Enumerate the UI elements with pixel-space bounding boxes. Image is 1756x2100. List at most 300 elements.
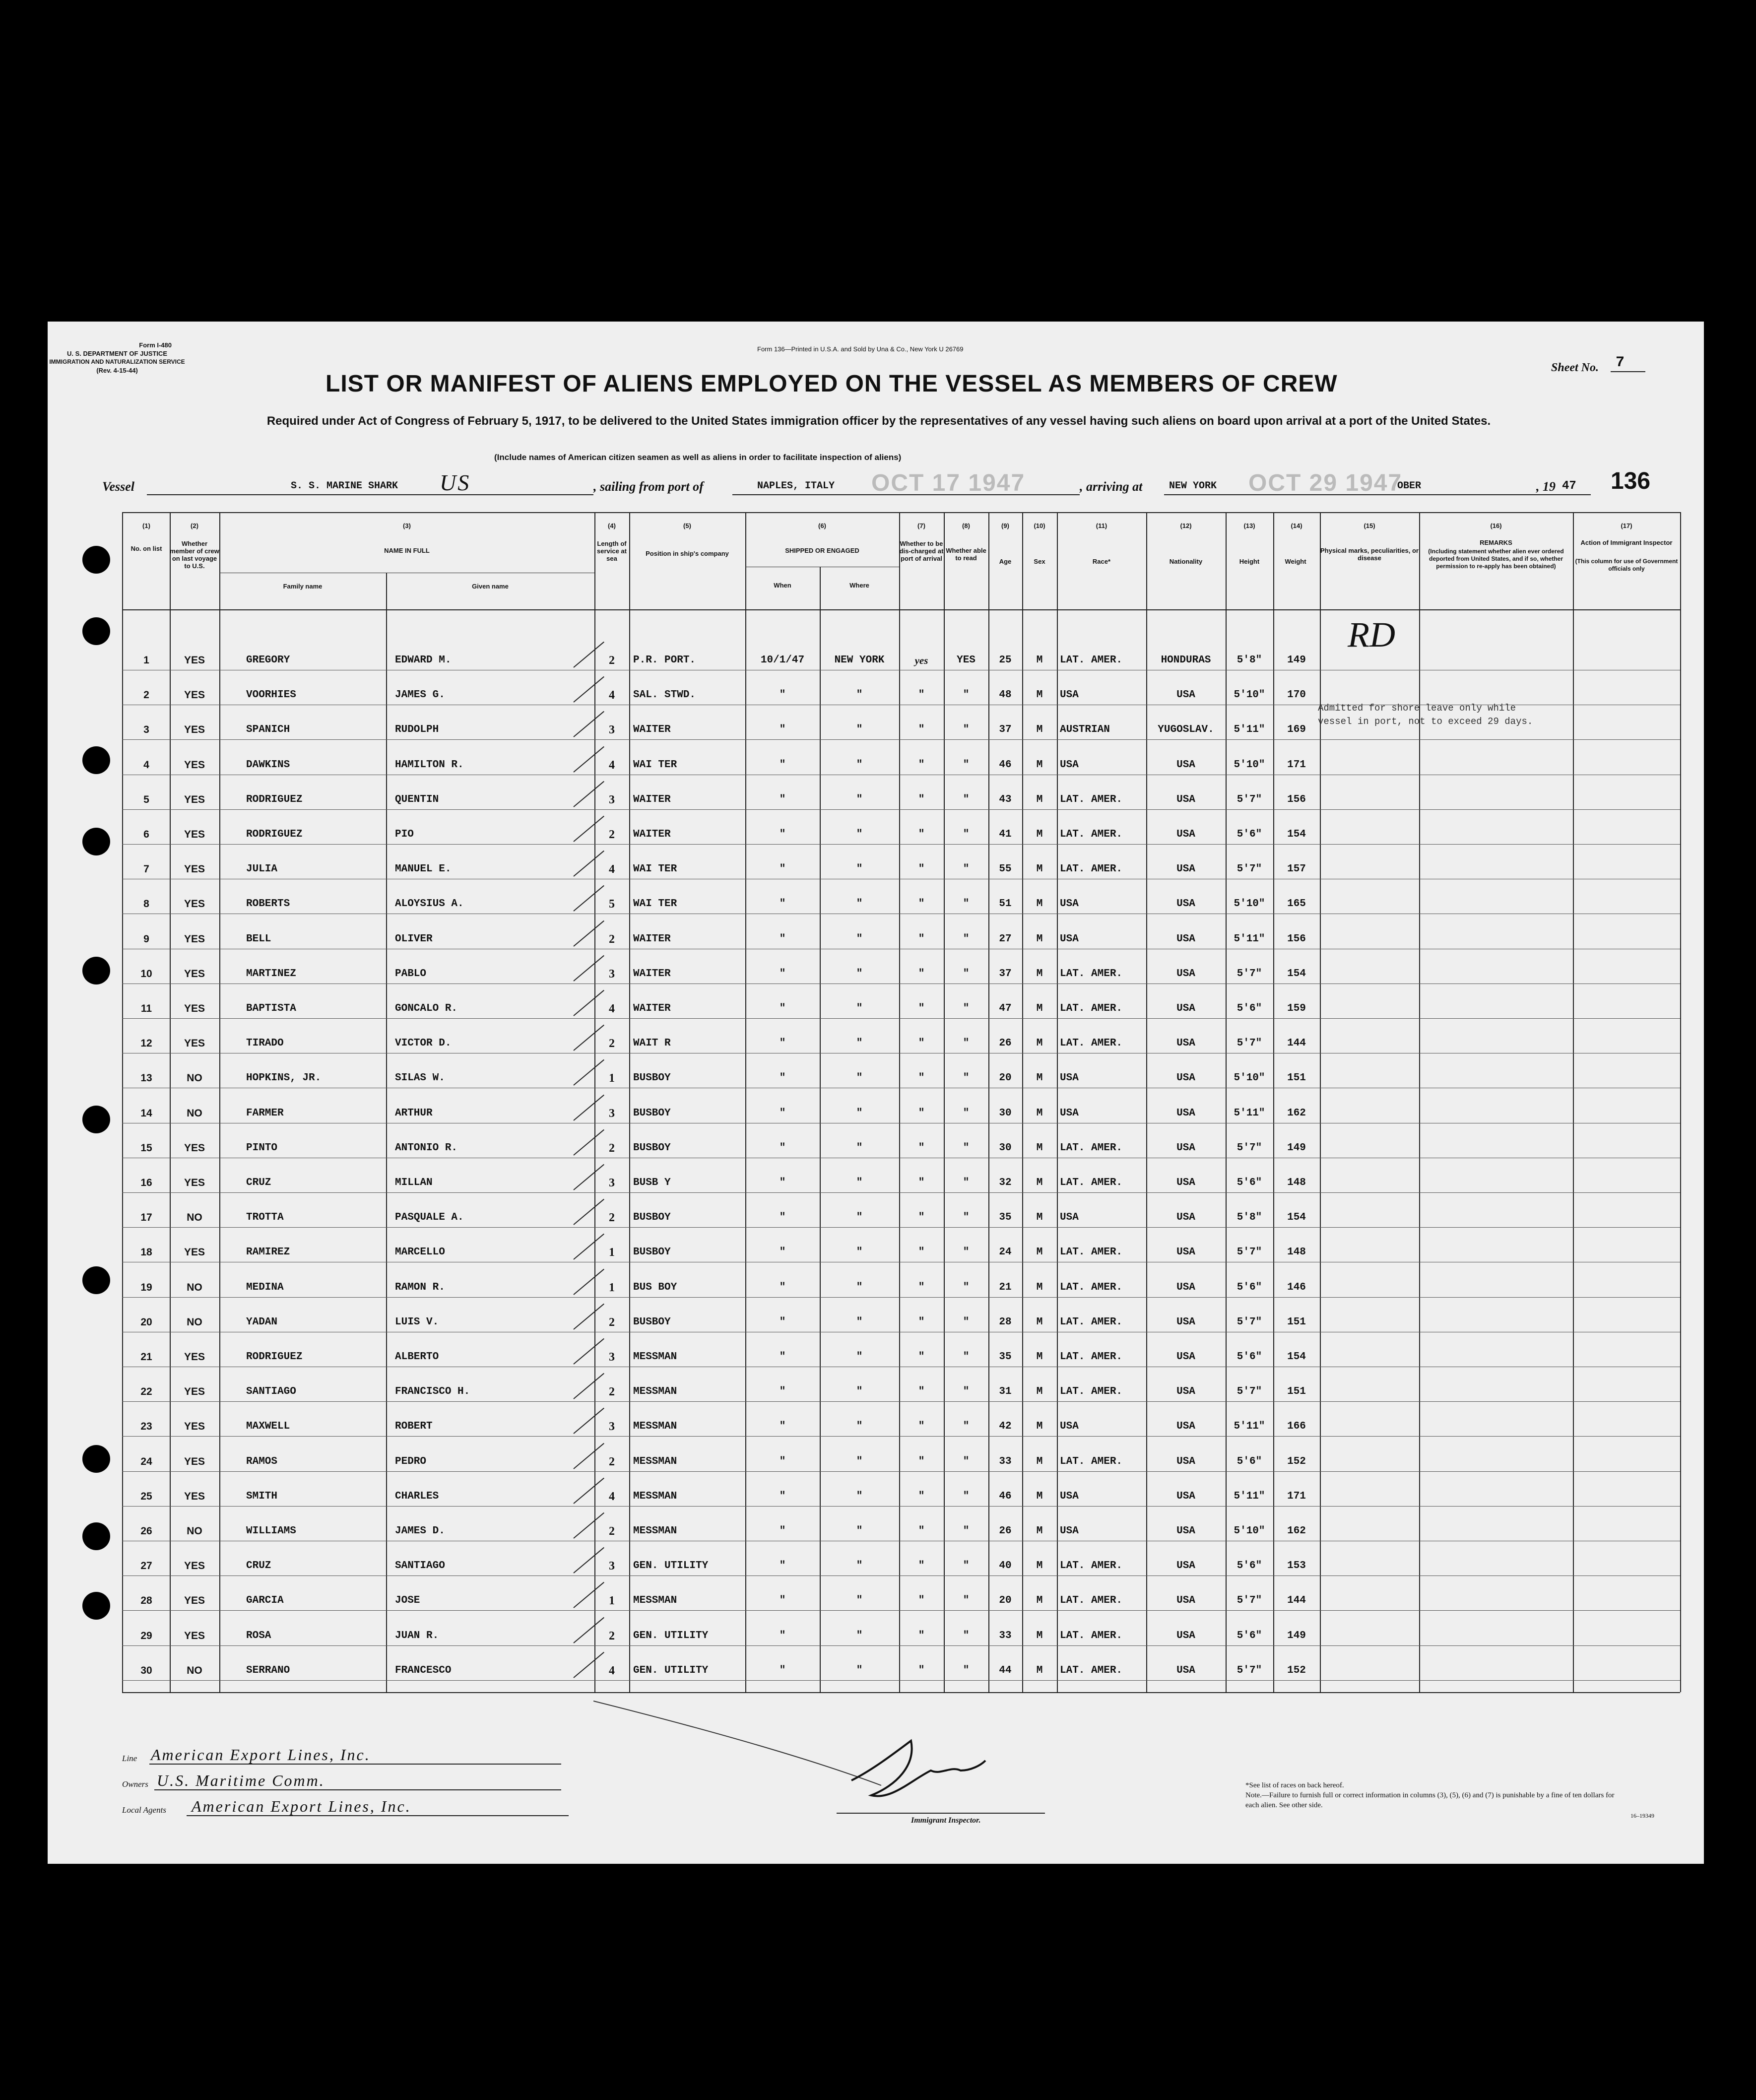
punch-hole bbox=[82, 957, 110, 984]
cell-where: " bbox=[856, 968, 863, 980]
punch-hole bbox=[82, 617, 110, 645]
column-number: (3) bbox=[403, 522, 411, 529]
cell-race: LAT. AMER. bbox=[1060, 1003, 1123, 1014]
cell-sex: M bbox=[1036, 794, 1043, 805]
agents-underline bbox=[187, 1815, 569, 1816]
cell-where: " bbox=[856, 898, 863, 910]
hdr-height: Height bbox=[1239, 558, 1260, 565]
cell-age: 26 bbox=[999, 1525, 1012, 1537]
cell-nat: USA bbox=[1176, 794, 1195, 805]
cell-given: ARTHUR bbox=[395, 1108, 433, 1119]
cell-pos: SAL. STWD. bbox=[633, 689, 696, 701]
cell-age: 35 bbox=[999, 1212, 1012, 1223]
cell-sex: M bbox=[1036, 968, 1043, 980]
include-note: (Include names of American citizen seamen as well as aliens in order to facilitate inspection of aliens) bbox=[494, 453, 902, 462]
cell-dis: " bbox=[918, 1177, 925, 1188]
cell-wt: 148 bbox=[1287, 1247, 1306, 1258]
cell-pos: WAI TER bbox=[633, 863, 677, 875]
cell-family: SANTIAGO bbox=[246, 1386, 296, 1397]
arriving-label: , arriving at bbox=[1080, 479, 1143, 494]
owners-label: Owners bbox=[122, 1779, 148, 1789]
cell-no: 5 bbox=[143, 794, 149, 805]
cell-pos: WAITER bbox=[633, 968, 671, 980]
cell-where: " bbox=[856, 933, 863, 945]
cell-nat: USA bbox=[1176, 1421, 1195, 1432]
cell-age: 37 bbox=[999, 724, 1012, 735]
cell-age: 30 bbox=[999, 1142, 1012, 1154]
column-number: (4) bbox=[608, 522, 616, 529]
cell-when: " bbox=[779, 1386, 786, 1397]
cell-read: YES bbox=[957, 655, 976, 666]
cell-prev: NO bbox=[187, 1282, 202, 1293]
cell-pos: GEN. UTILITY bbox=[633, 1560, 709, 1572]
cell-where: " bbox=[856, 1421, 863, 1432]
cell-wt: 152 bbox=[1287, 1456, 1306, 1467]
cell-pos: WAI TER bbox=[633, 898, 677, 910]
cell-when: 10/1/47 bbox=[760, 655, 805, 666]
year-label: , 19 bbox=[1536, 479, 1556, 494]
cell-prev: YES bbox=[184, 863, 205, 875]
cell-pos: BUS BOY bbox=[633, 1282, 677, 1293]
page-subtitle: Required under Act of Congress of February 5, 1917, to be delivered to the United States immigration officer by the representatives of any vessel having such aliens on board upon arrival at a port of the United States. bbox=[266, 414, 1491, 428]
cell-pos: WAIT R bbox=[633, 1038, 671, 1049]
cell-sex: M bbox=[1036, 1630, 1043, 1641]
cell-race: LAT. AMER. bbox=[1060, 829, 1123, 840]
cell-no: 7 bbox=[143, 863, 149, 875]
cell-len: 3 bbox=[609, 1351, 615, 1364]
cell-when: " bbox=[779, 1351, 786, 1363]
cell-nat: USA bbox=[1176, 863, 1195, 875]
cell-pos: WAITER bbox=[633, 1003, 671, 1014]
cell-family: CRUZ bbox=[246, 1177, 271, 1188]
cell-no: 23 bbox=[140, 1421, 152, 1432]
hdr-race: Race* bbox=[1092, 558, 1111, 565]
cell-no: 25 bbox=[140, 1491, 152, 1502]
cell-where: " bbox=[856, 1003, 863, 1014]
cell-read: " bbox=[963, 689, 970, 701]
hdr-age: Age bbox=[999, 558, 1012, 565]
cell-read: " bbox=[963, 1072, 970, 1084]
hdr-name-in-full: NAME IN FULL bbox=[384, 547, 430, 554]
cell-where: " bbox=[856, 1212, 863, 1223]
manifest-sheet bbox=[48, 322, 1704, 1864]
cell-when: " bbox=[779, 1665, 786, 1676]
cell-dis: " bbox=[918, 1630, 925, 1641]
cell-race: USA bbox=[1060, 689, 1079, 701]
cell-age: 33 bbox=[999, 1456, 1012, 1467]
cell-age: 51 bbox=[999, 898, 1012, 910]
cell-pos: P.R. PORT. bbox=[633, 655, 696, 666]
cell-age: 20 bbox=[999, 1595, 1012, 1606]
cell-race: USA bbox=[1060, 759, 1079, 771]
cell-pos: BUSBOY bbox=[633, 1316, 671, 1328]
cell-ht: 5'6" bbox=[1236, 1003, 1262, 1014]
cell-race: USA bbox=[1060, 1491, 1079, 1502]
cell-wt: 170 bbox=[1287, 689, 1306, 701]
cell-where: " bbox=[856, 1491, 863, 1502]
cell-sex: M bbox=[1036, 1316, 1043, 1328]
agents-label: Local Agents bbox=[122, 1805, 166, 1815]
cell-age: 32 bbox=[999, 1177, 1012, 1188]
cell-age: 24 bbox=[999, 1247, 1012, 1258]
cell-when: " bbox=[779, 759, 786, 771]
cell-prev: NO bbox=[187, 1108, 202, 1119]
cell-dis: " bbox=[918, 759, 925, 771]
cell-read: " bbox=[963, 1316, 970, 1328]
cell-family: RAMIREZ bbox=[246, 1247, 290, 1258]
cell-family: SMITH bbox=[246, 1491, 278, 1502]
penalty-note: Note.—Failure to furnish full or correct information in columns (3), (5), (6) and (7) is punishable by a fine of ten dollars for each alien. See other side. bbox=[1245, 1791, 1615, 1809]
cell-sex: M bbox=[1036, 1560, 1043, 1572]
cell-race: LAT. AMER. bbox=[1060, 1630, 1123, 1641]
cell-no: 30 bbox=[140, 1665, 152, 1676]
cell-sex: M bbox=[1036, 1072, 1043, 1084]
cell-read: " bbox=[963, 1282, 970, 1293]
cell-nat: USA bbox=[1176, 689, 1195, 701]
cell-prev: YES bbox=[184, 1177, 205, 1188]
cell-family: CRUZ bbox=[246, 1560, 271, 1572]
cell-nat: USA bbox=[1176, 1316, 1195, 1328]
stamp-number: 136 bbox=[1611, 468, 1651, 494]
cell-no: 26 bbox=[140, 1525, 152, 1537]
cell-pos: MESSMAN bbox=[633, 1595, 677, 1606]
cell-ht: 5'10" bbox=[1234, 759, 1265, 771]
cell-dis: " bbox=[918, 1525, 925, 1537]
column-divider bbox=[1680, 512, 1681, 1692]
cell-dis: yes bbox=[914, 655, 928, 666]
cell-no: 2 bbox=[143, 689, 149, 701]
cell-wt: 146 bbox=[1287, 1282, 1306, 1293]
column-number: (15) bbox=[1364, 522, 1375, 529]
printer-line: Form 136—Printed in U.S.A. and Sold by Una & Co., New York U 26769 bbox=[757, 345, 964, 353]
row-divider bbox=[122, 1192, 1680, 1193]
cell-len: 1 bbox=[609, 1072, 615, 1085]
cell-pos: BUSBOY bbox=[633, 1108, 671, 1119]
cell-no: 21 bbox=[140, 1351, 152, 1363]
cell-nat: USA bbox=[1176, 1177, 1195, 1188]
cell-when: " bbox=[779, 898, 786, 910]
cell-prev: NO bbox=[187, 1212, 202, 1223]
cell-len: 4 bbox=[609, 863, 615, 876]
cell-sex: M bbox=[1036, 655, 1043, 666]
cell-given: CHARLES bbox=[395, 1491, 439, 1502]
cell-sex: M bbox=[1036, 1038, 1043, 1049]
cell-race: LAT. AMER. bbox=[1060, 1456, 1123, 1467]
cell-nat: USA bbox=[1176, 829, 1195, 840]
sheet-number: 7 bbox=[1616, 354, 1625, 371]
cell-prev: YES bbox=[184, 724, 205, 735]
cell-no: 20 bbox=[140, 1316, 152, 1328]
cell-where: " bbox=[856, 829, 863, 840]
cell-prev: NO bbox=[187, 1525, 202, 1537]
cell-prev: NO bbox=[187, 1072, 202, 1084]
race-note: *See list of races on back hereof. bbox=[1245, 1781, 1344, 1789]
cell-when: " bbox=[779, 1456, 786, 1467]
cell-ht: 5'11" bbox=[1234, 1421, 1265, 1432]
cell-dis: " bbox=[918, 1421, 925, 1432]
cell-age: 30 bbox=[999, 1108, 1012, 1119]
cell-ht: 5'11" bbox=[1234, 724, 1265, 735]
hdr-action-sub: (This column for use of Government officials only bbox=[1575, 558, 1678, 572]
hdr-remarks: REMARKS bbox=[1480, 539, 1512, 546]
cell-family: SPANICH bbox=[246, 724, 290, 735]
cell-sex: M bbox=[1036, 1491, 1043, 1502]
column-divider bbox=[1419, 512, 1420, 1692]
cell-sex: M bbox=[1036, 1421, 1043, 1432]
hdr-no-on-list: No. on list bbox=[130, 545, 162, 552]
cell-prev: YES bbox=[184, 1456, 205, 1467]
cell-age: 25 bbox=[999, 655, 1012, 666]
cell-sex: M bbox=[1036, 829, 1043, 840]
cell-given: SILAS W. bbox=[395, 1072, 445, 1084]
hdr-shipped-engaged: SHIPPED OR ENGAGED bbox=[785, 547, 859, 554]
cell-read: " bbox=[963, 1177, 970, 1188]
cell-wt: 169 bbox=[1287, 724, 1306, 735]
cell-no: 18 bbox=[140, 1247, 152, 1258]
cell-where: " bbox=[856, 1630, 863, 1641]
cell-given: RAMON R. bbox=[395, 1282, 445, 1293]
cell-read: " bbox=[963, 933, 970, 945]
row-divider bbox=[122, 1645, 1680, 1646]
cell-where: " bbox=[856, 863, 863, 875]
shore-leave-remark: Admitted for shore leave only while vessel in port, not to exceed 29 days. bbox=[1318, 703, 1533, 727]
cell-race: USA bbox=[1060, 933, 1079, 945]
line-value: American Export Lines, Inc. bbox=[151, 1746, 371, 1764]
vessel-handwritten: US bbox=[440, 470, 471, 495]
cell-ht: 5'7" bbox=[1236, 1595, 1262, 1606]
cell-no: 14 bbox=[140, 1108, 152, 1119]
cell-ht: 5'7" bbox=[1236, 863, 1262, 875]
cell-given: PABLO bbox=[395, 968, 427, 980]
cell-nat: USA bbox=[1176, 1560, 1195, 1572]
cell-where: " bbox=[856, 1247, 863, 1258]
column-number: (11) bbox=[1096, 522, 1107, 529]
cell-ht: 5'8" bbox=[1236, 655, 1262, 666]
cell-when: " bbox=[779, 863, 786, 875]
cell-no: 27 bbox=[140, 1560, 152, 1572]
cell-nat: USA bbox=[1176, 1247, 1195, 1258]
row-divider bbox=[122, 1506, 1680, 1507]
sailing-port: NAPLES, ITALY bbox=[757, 480, 835, 492]
cell-dis: " bbox=[918, 1665, 925, 1676]
cell-len: 2 bbox=[609, 654, 615, 667]
column-number: (10) bbox=[1034, 522, 1045, 529]
cell-prev: YES bbox=[184, 759, 205, 771]
cell-wt: 171 bbox=[1287, 759, 1306, 771]
cell-len: 2 bbox=[609, 1037, 615, 1050]
cell-wt: 153 bbox=[1287, 1560, 1306, 1572]
agents-value: American Export Lines, Inc. bbox=[192, 1797, 411, 1815]
cell-sex: M bbox=[1036, 1456, 1043, 1467]
cell-no: 12 bbox=[140, 1038, 152, 1049]
cell-sex: M bbox=[1036, 1142, 1043, 1154]
cell-no: 4 bbox=[143, 759, 149, 771]
cell-ht: 5'11" bbox=[1234, 1108, 1265, 1119]
cell-dis: " bbox=[918, 1560, 925, 1572]
row-divider bbox=[122, 739, 1680, 740]
cell-where: " bbox=[856, 1560, 863, 1572]
cell-wt: 144 bbox=[1287, 1595, 1306, 1606]
column-divider bbox=[1573, 512, 1574, 1692]
cell-ht: 5'6" bbox=[1236, 1630, 1262, 1641]
cell-race: LAT. AMER. bbox=[1060, 655, 1123, 666]
cell-read: " bbox=[963, 1525, 970, 1537]
column-number: (9) bbox=[1001, 522, 1009, 529]
cell-wt: 151 bbox=[1287, 1072, 1306, 1084]
cell-nat: USA bbox=[1176, 1108, 1195, 1119]
cell-race: LAT. AMER. bbox=[1060, 1282, 1123, 1293]
cell-nat: USA bbox=[1176, 1142, 1195, 1154]
cell-dis: " bbox=[918, 1595, 925, 1606]
cell-no: 28 bbox=[140, 1595, 152, 1606]
hdr-remarks-sub: (Including statement whether alien ever ordered deported from United States, and if so, whether permission to re-apply has been obtained) bbox=[1428, 548, 1564, 570]
cell-len: 5 bbox=[609, 898, 615, 911]
cell-read: " bbox=[963, 1351, 970, 1363]
row-divider bbox=[122, 1297, 1680, 1298]
cell-given: JAMES G. bbox=[395, 689, 445, 701]
cell-given: OLIVER bbox=[395, 933, 433, 945]
cell-nat: USA bbox=[1176, 933, 1195, 945]
cell-nat: USA bbox=[1176, 898, 1195, 910]
cell-age: 47 bbox=[999, 1003, 1012, 1014]
cell-when: " bbox=[779, 1108, 786, 1119]
cell-when: " bbox=[779, 1003, 786, 1014]
cell-len: 2 bbox=[609, 828, 615, 841]
cell-pos: BUSBOY bbox=[633, 1247, 671, 1258]
cell-read: " bbox=[963, 759, 970, 771]
column-divider bbox=[219, 512, 220, 1692]
vessel-label: Vessel bbox=[102, 479, 134, 494]
cell-dis: " bbox=[918, 1212, 925, 1223]
cell-pos: MESSMAN bbox=[633, 1351, 677, 1363]
cell-len: 1 bbox=[609, 1594, 615, 1607]
cell-no: 8 bbox=[143, 898, 149, 910]
cell-given: HAMILTON R. bbox=[395, 759, 464, 771]
cell-pos: MESSMAN bbox=[633, 1386, 677, 1397]
row-divider bbox=[122, 1436, 1680, 1437]
cell-when: " bbox=[779, 1560, 786, 1572]
cell-sex: M bbox=[1036, 689, 1043, 701]
cell-age: 20 bbox=[999, 1072, 1012, 1084]
row-divider bbox=[122, 1401, 1680, 1402]
hdr-weight: Weight bbox=[1285, 558, 1306, 565]
cell-race: LAT. AMER. bbox=[1060, 1351, 1123, 1363]
cell-family: RODRIGUEZ bbox=[246, 829, 303, 840]
cell-where: " bbox=[856, 1525, 863, 1537]
cell-family: WILLIAMS bbox=[246, 1525, 296, 1537]
cell-race: LAT. AMER. bbox=[1060, 1038, 1123, 1049]
cell-given: LUIS V. bbox=[395, 1316, 439, 1328]
cell-where: " bbox=[856, 794, 863, 805]
cell-wt: 144 bbox=[1287, 1038, 1306, 1049]
cell-dis: " bbox=[918, 794, 925, 805]
cell-family: MARTINEZ bbox=[246, 968, 296, 980]
cell-sex: M bbox=[1036, 1247, 1043, 1258]
cell-where: " bbox=[856, 1177, 863, 1188]
cell-ht: 5'10" bbox=[1234, 898, 1265, 910]
cell-len: 4 bbox=[609, 1664, 615, 1677]
cell-when: " bbox=[779, 1212, 786, 1223]
cell-len: 4 bbox=[609, 1490, 615, 1503]
cell-family: VOORHIES bbox=[246, 689, 296, 701]
cell-dis: " bbox=[918, 689, 925, 701]
cell-read: " bbox=[963, 1630, 970, 1641]
cell-prev: YES bbox=[184, 1142, 205, 1154]
cell-age: 46 bbox=[999, 759, 1012, 771]
cell-family: JULIA bbox=[246, 863, 278, 875]
cell-race: USA bbox=[1060, 1212, 1079, 1223]
cell-len: 3 bbox=[609, 793, 615, 806]
cell-wt: 171 bbox=[1287, 1491, 1306, 1502]
owners-value: U.S. Maritime Comm. bbox=[157, 1772, 325, 1789]
cell-ht: 5'7" bbox=[1236, 794, 1262, 805]
cell-no: 6 bbox=[143, 829, 149, 840]
column-number: (13) bbox=[1243, 522, 1255, 529]
cell-where: " bbox=[856, 1595, 863, 1606]
hdr-nationality: Nationality bbox=[1169, 558, 1203, 565]
sheet-label: Sheet No. bbox=[1551, 361, 1599, 374]
punch-hole bbox=[82, 1445, 110, 1473]
punch-hole bbox=[82, 828, 110, 855]
cell-dis: " bbox=[918, 1456, 925, 1467]
cell-ht: 5'6" bbox=[1236, 1282, 1262, 1293]
cell-sex: M bbox=[1036, 1282, 1043, 1293]
cell-dis: " bbox=[918, 724, 925, 735]
cell-prev: YES bbox=[184, 655, 205, 666]
cell-race: USA bbox=[1060, 1072, 1079, 1084]
cell-ht: 5'6" bbox=[1236, 829, 1262, 840]
cell-wt: 157 bbox=[1287, 863, 1306, 875]
cell-read: " bbox=[963, 1247, 970, 1258]
cell-where: " bbox=[856, 1665, 863, 1676]
cell-age: 27 bbox=[999, 933, 1012, 945]
cell-nat: USA bbox=[1176, 968, 1195, 980]
cell-read: " bbox=[963, 1560, 970, 1572]
hdr-family-name: Family name bbox=[283, 583, 323, 590]
cell-family: HOPKINS, JR. bbox=[246, 1072, 322, 1084]
cell-sex: M bbox=[1036, 898, 1043, 910]
cell-sex: M bbox=[1036, 933, 1043, 945]
cell-when: " bbox=[779, 1247, 786, 1258]
cell-age: 26 bbox=[999, 1038, 1012, 1049]
cell-where: " bbox=[856, 1142, 863, 1154]
cell-age: 21 bbox=[999, 1282, 1012, 1293]
cell-pos: WAITER bbox=[633, 794, 671, 805]
cell-pos: BUSBOY bbox=[633, 1072, 671, 1084]
cell-no: 10 bbox=[140, 968, 152, 980]
cell-nat: USA bbox=[1176, 1630, 1195, 1641]
cell-prev: YES bbox=[184, 1595, 205, 1606]
cell-prev: YES bbox=[184, 794, 205, 805]
cell-wt: 148 bbox=[1287, 1177, 1306, 1188]
hdr-position: Position in ship's company bbox=[646, 550, 729, 557]
cell-family: TROTTA bbox=[246, 1212, 284, 1223]
punch-hole bbox=[82, 1592, 110, 1620]
table-header-border bbox=[122, 609, 1680, 610]
cell-read: " bbox=[963, 968, 970, 980]
hdr-length-service: Length of service at sea bbox=[597, 540, 627, 562]
cell-pos: WAITER bbox=[633, 933, 671, 945]
cell-no: 22 bbox=[140, 1386, 152, 1397]
cell-where: " bbox=[856, 1072, 863, 1084]
cell-no: 3 bbox=[143, 724, 149, 735]
cell-no: 16 bbox=[140, 1177, 152, 1188]
cell-no: 13 bbox=[140, 1072, 152, 1084]
hdr-physical: Physical marks, peculiarities, or disease bbox=[1320, 547, 1419, 562]
cell-prev: YES bbox=[184, 1247, 205, 1258]
cell-read: " bbox=[963, 724, 970, 735]
cell-dis: " bbox=[918, 1038, 925, 1049]
